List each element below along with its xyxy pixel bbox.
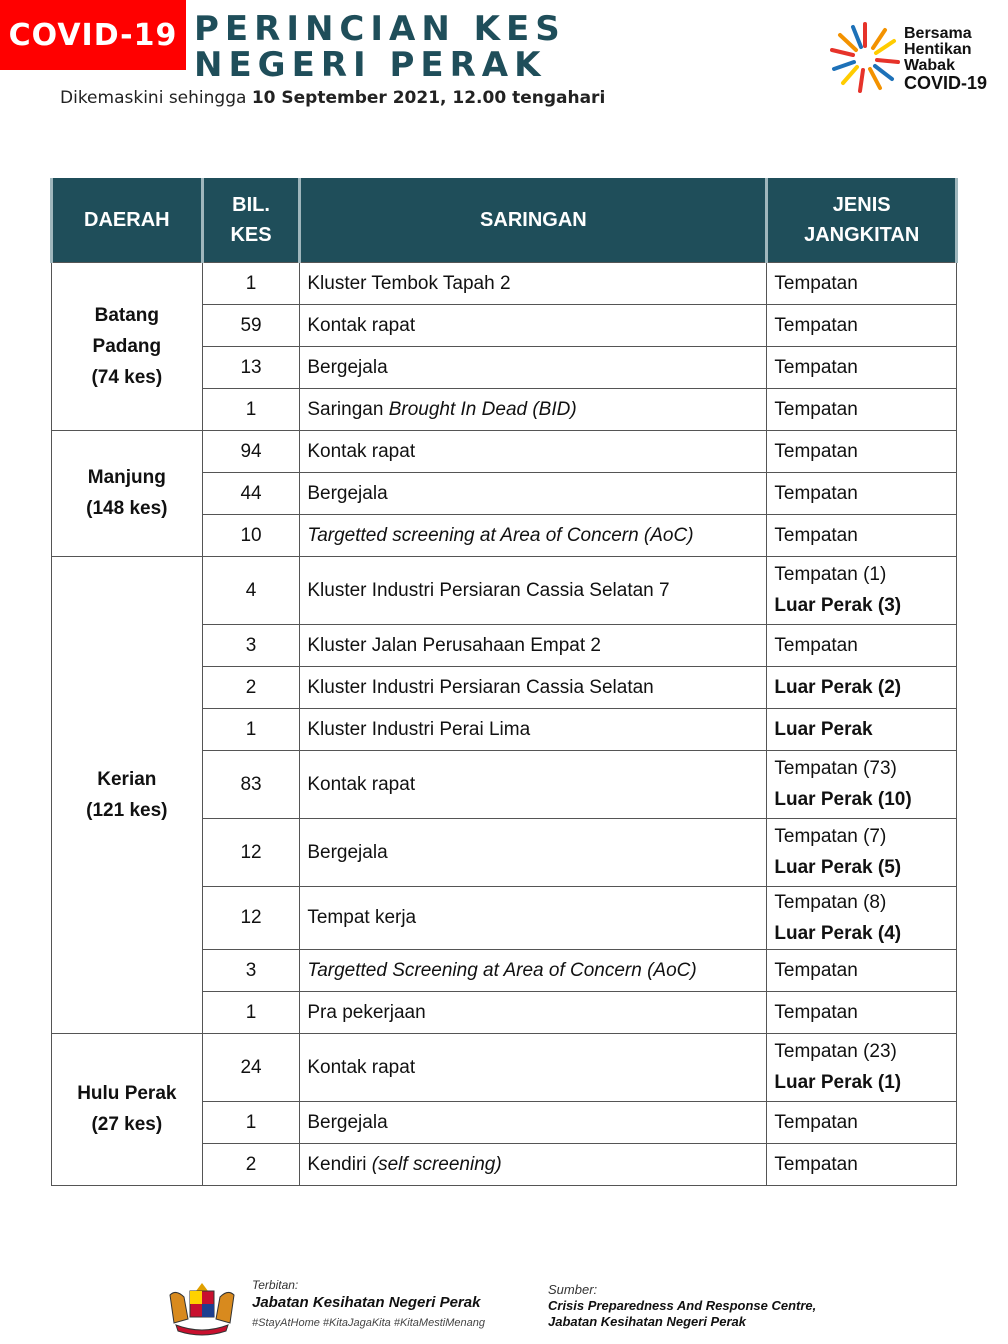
region-name: Manjung [87, 467, 166, 488]
screening-prefix: Saringan [307, 398, 389, 420]
screening-type: Bergejala [300, 818, 767, 886]
infection-type: Tempatan [767, 262, 957, 304]
case-count: 24 [202, 1033, 300, 1101]
header-bil-line2: KES [230, 223, 272, 246]
infection-outside: Luar Perak (1) [774, 1072, 902, 1093]
infection-local: Tempatan (8) [774, 891, 887, 913]
screening-type: Bergejala [300, 1101, 767, 1143]
logo-line2: Hentikan [904, 41, 972, 58]
screening-type [300, 388, 767, 430]
case-count: 83 [202, 750, 300, 818]
infection-type: Tempatan [767, 514, 957, 556]
infection-local: Tempatan (73) [774, 758, 897, 779]
screening-italic: Targetted screening at Area of Concern (AoC) [307, 524, 694, 546]
updated-prefix: Dikemaskini sehingga [60, 88, 252, 108]
infection-type [767, 886, 957, 949]
logo-line3: Wabak [904, 57, 955, 74]
logo-text [904, 26, 987, 92]
infection-type: Tempatan [767, 472, 957, 514]
case-count: 10 [202, 514, 300, 556]
infection-type [767, 708, 957, 750]
screening-prefix: Kendiri [307, 1153, 372, 1175]
header-jenis-line1: JENIS [832, 193, 891, 216]
screening-type: Kontak rapat [300, 1033, 767, 1101]
case-count: 1 [202, 1101, 300, 1143]
case-count: 2 [202, 666, 300, 708]
infection-type [767, 750, 957, 818]
screening-type [300, 514, 767, 556]
region-hulu-perak [52, 1033, 203, 1185]
screening-type [300, 949, 767, 991]
region-total: (27 kes) [91, 1114, 163, 1135]
header-bil-line1: BIL. [232, 193, 270, 216]
logo-line1: Bersama [904, 25, 972, 42]
sunburst-rays [832, 24, 898, 91]
case-count: 94 [202, 430, 300, 472]
case-count: 12 [202, 818, 300, 886]
infection-outside: Luar Perak [774, 718, 873, 740]
infection-type: Tempatan [767, 991, 957, 1033]
screening-type: Bergejala [300, 472, 767, 514]
infection-outside: Luar Perak (10) [774, 789, 912, 810]
screening-type: Pra pekerjaan [300, 991, 767, 1033]
footer-source-line1: Crisis Preparedness And Response Centre, [548, 1298, 817, 1313]
infection-outside: Luar Perak (2) [774, 676, 902, 698]
case-count: 44 [202, 472, 300, 514]
screening-type: Kluster Jalan Perusahaan Empat 2 [300, 624, 767, 666]
screening-type: Bergejala [300, 346, 767, 388]
infection-type: Tempatan [767, 1101, 957, 1143]
updated-note [60, 88, 605, 108]
region-name: Kerian [97, 768, 157, 790]
infection-type: Tempatan [767, 346, 957, 388]
infection-type [767, 666, 957, 708]
region-batang-padang [52, 262, 203, 430]
header-daerah: DAERAH [52, 178, 203, 262]
page-title-line2: NEGERI PERAK [194, 45, 547, 85]
header-jenis-line2: JANGKITAN [804, 223, 920, 246]
infection-local: Tempatan (7) [774, 826, 887, 847]
case-count: 3 [202, 949, 300, 991]
infection-type [767, 818, 957, 886]
region-name-line2: Padang [92, 335, 162, 357]
case-count: 1 [202, 991, 300, 1033]
footer-publisher: Jabatan Kesihatan Negeri Perak [252, 1294, 481, 1311]
infection-type: Tempatan [767, 430, 957, 472]
table-row [52, 262, 957, 304]
region-manjung [52, 430, 203, 556]
case-count: 3 [202, 624, 300, 666]
page-title-line1: PERINCIAN KES [194, 9, 566, 49]
screening-type: Kluster Industri Perai Lima [300, 708, 767, 750]
screening-type: Kontak rapat [300, 304, 767, 346]
footer-sumber: Sumber: [548, 1282, 598, 1297]
infection-type: Tempatan [767, 949, 957, 991]
header-bil-kes [202, 178, 300, 262]
region-name-line1: Batang [94, 304, 160, 326]
infection-local: Tempatan (1) [774, 564, 887, 585]
table-row [52, 1033, 957, 1101]
table-header-row [52, 178, 957, 262]
covid19-badge: COVID-19 [0, 0, 186, 70]
region-total: (121 kes) [86, 799, 168, 821]
case-count: 1 [202, 262, 300, 304]
updated-date: 10 September 2021, 12.00 tengahari [251, 88, 606, 108]
screening-type: Kontak rapat [300, 750, 767, 818]
infection-type: Tempatan [767, 304, 957, 346]
table-row [52, 556, 957, 624]
case-count: 1 [202, 388, 300, 430]
infection-outside: Luar Perak (3) [774, 595, 902, 616]
screening-type: Kontak rapat [300, 430, 767, 472]
footer-terbitan: Terbitan: [252, 1278, 299, 1292]
case-count: 59 [202, 304, 300, 346]
region-name: Hulu Perak [77, 1083, 177, 1104]
region-kerian [52, 556, 203, 1033]
footer-hashtags: #StayAtHome #KitaJagaKita #KitaMestiMenang [252, 1317, 485, 1329]
screening-italic: (self screening) [371, 1153, 502, 1175]
screening-type: Kluster Industri Persiaran Cassia Selatan 7 [300, 556, 767, 624]
case-breakdown-table [50, 178, 958, 1186]
screening-type: Kluster Tembok Tapah 2 [300, 262, 767, 304]
region-total: (148 kes) [86, 498, 168, 519]
infection-type: Tempatan [767, 1143, 957, 1185]
infection-type [767, 1033, 957, 1101]
infection-type: Tempatan [767, 624, 957, 666]
case-count: 13 [202, 346, 300, 388]
infection-outside: Luar Perak (4) [774, 922, 902, 944]
header-jenis-jangkitan [767, 178, 957, 262]
screening-type: Tempat kerja [300, 886, 767, 949]
perak-crest-icon [162, 1279, 242, 1337]
screening-type [300, 1143, 767, 1185]
infection-local: Tempatan (23) [774, 1041, 897, 1062]
table-row [52, 430, 957, 472]
case-count: 2 [202, 1143, 300, 1185]
infection-type: Tempatan [767, 388, 957, 430]
logo-line4: COVID-19 [904, 73, 988, 93]
screening-type: Kluster Industri Persiaran Cassia Selatan [300, 666, 767, 708]
region-total: (74 kes) [91, 366, 163, 388]
footer-source-line2: Jabatan Kesihatan Negeri Perak [548, 1314, 746, 1329]
case-count: 1 [202, 708, 300, 750]
header-saringan: SARINGAN [300, 178, 767, 262]
screening-italic: Targetted Screening at Area of Concern (AoC) [307, 959, 697, 981]
screening-italic: Brought In Dead (BID) [388, 398, 577, 420]
infection-outside: Luar Perak (5) [774, 857, 902, 878]
infection-type [767, 556, 957, 624]
case-count: 4 [202, 556, 300, 624]
case-count: 12 [202, 886, 300, 949]
